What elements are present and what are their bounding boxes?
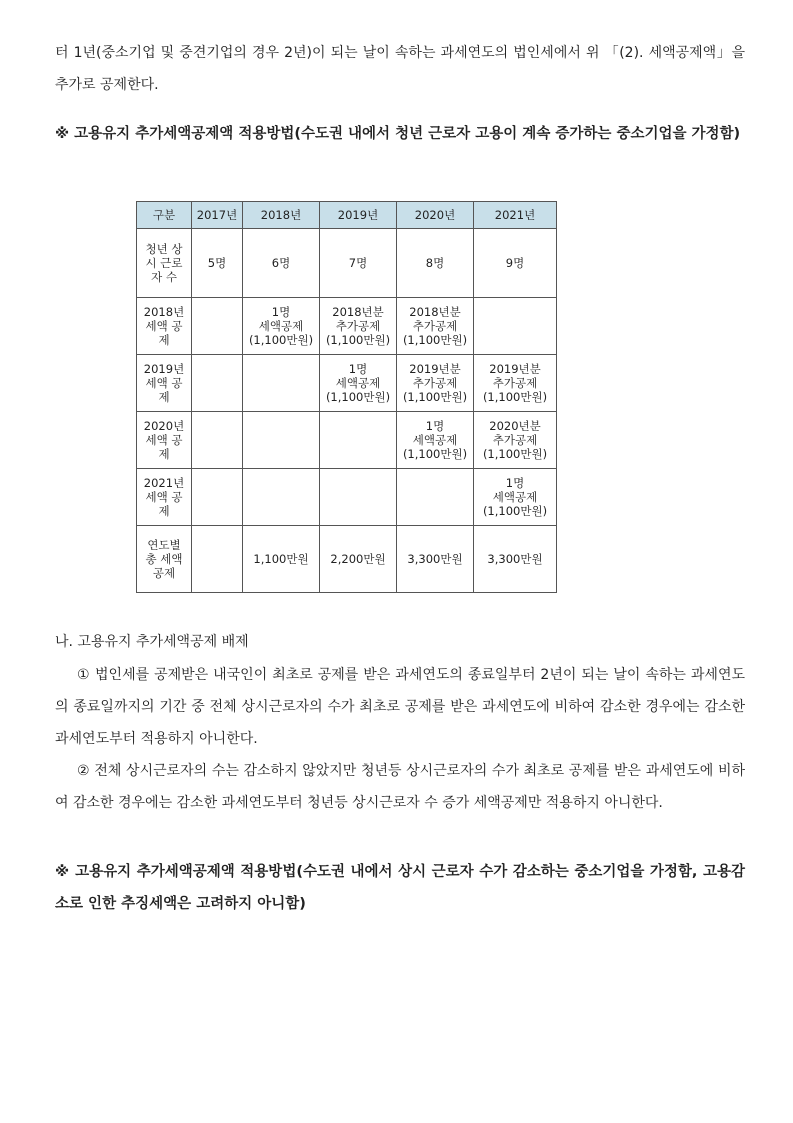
header-2020: 2020년 <box>397 202 474 229</box>
header-2018: 2018년 <box>243 202 320 229</box>
table-header-row <box>137 202 557 229</box>
table-row <box>137 469 557 526</box>
table-cell <box>243 412 320 469</box>
row-label-headcount: 청년 상시 근로자 수 <box>137 229 192 298</box>
table-cell: 6명 <box>243 229 320 298</box>
table-cell: 3,300만원 <box>474 526 557 593</box>
header-2019: 2019년 <box>320 202 397 229</box>
exclusion-list <box>55 659 745 819</box>
table-row <box>137 355 557 412</box>
table-cell <box>192 469 243 526</box>
table-cell: 2018년분 추가공제 (1,100만원) <box>397 298 474 355</box>
paragraph-top: 터 1년(중소기업 및 중견기업의 경우 2년)이 되는 날이 속하는 과세연도의 법인세에서 위 「(2). 세액공제액」을 추가로 공제한다. <box>55 45 745 93</box>
table-row <box>137 412 557 469</box>
note-heading-1: ※ 고용유지 추가세액공제액 적용방법(수도권 내에서 청년 근로자 고용이 계속 증가하는 중소기업을 가정함) <box>55 126 741 142</box>
table-cell: 1,100만원 <box>243 526 320 593</box>
table-cell <box>243 355 320 412</box>
table-cell: 2,200만원 <box>320 526 397 593</box>
table-cell <box>320 469 397 526</box>
table-cell <box>243 469 320 526</box>
row-label-2021: 2021년 세액 공제 <box>137 469 192 526</box>
table-cell: 9명 <box>474 229 557 298</box>
table-cell: 8명 <box>397 229 474 298</box>
table-cell <box>320 412 397 469</box>
table-row <box>137 229 557 298</box>
table-cell: 2018년분 추가공제 (1,100만원) <box>320 298 397 355</box>
header-category: 구분 <box>137 202 192 229</box>
table-cell: 1명 세액공제 (1,100만원) <box>320 355 397 412</box>
table-cell <box>192 412 243 469</box>
table-cell <box>397 469 474 526</box>
row-label-2018: 2018년 세액 공제 <box>137 298 192 355</box>
section-heading: 나. 고용유지 추가세액공제 배제 <box>55 634 249 650</box>
exclusion-item-2: ② 전체 상시근로자의 수는 감소하지 않았지만 청년등 상시근로자의 수가 최초로 공제를 받은 과세연도에 비하여 감소한 경우에는 감소한 과세연도부터 청년등 상시근로자 수 증가 세액공제만 적용하지 아니한다. <box>55 763 745 811</box>
table-row <box>137 298 557 355</box>
header-2017: 2017년 <box>192 202 243 229</box>
table-cell: 2020년분 추가공제 (1,100만원) <box>474 412 557 469</box>
row-label-2020: 2020년 세액 공제 <box>137 412 192 469</box>
table-cell: 2019년분 추가공제 (1,100만원) <box>397 355 474 412</box>
table-row <box>137 526 557 593</box>
table-cell: 3,300만원 <box>397 526 474 593</box>
row-label-total: 연도별 총 세액 공제 <box>137 526 192 593</box>
table-cell <box>192 526 243 593</box>
table-cell: 7명 <box>320 229 397 298</box>
table-cell <box>192 355 243 412</box>
exclusion-item-1: ① 법인세를 공제받은 내국인이 최초로 공제를 받은 과세연도의 종료일부터 2년이 되는 날이 속하는 과세연도의 종료일까지의 기간 중 전체 상시근로자의 수가 최초로 공제를 받은 과세연도에 비하여 감소한 경우에는 감소한 과세연도부터 적용하지 아니한다. <box>55 667 745 747</box>
table-cell <box>474 298 557 355</box>
header-2021: 2021년 <box>474 202 557 229</box>
table-cell: 1명 세액공제 (1,100만원) <box>474 469 557 526</box>
tax-credit-table <box>136 201 557 593</box>
row-label-2019: 2019년 세액 공제 <box>137 355 192 412</box>
table-cell: 5명 <box>192 229 243 298</box>
table-cell: 2019년분 추가공제 (1,100만원) <box>474 355 557 412</box>
note-heading-2: ※ 고용유지 추가세액공제액 적용방법(수도권 내에서 상시 근로자 수가 감소하는 중소기업을 가정함, 고용감소로 인한 추징세액은 고려하지 아니함) <box>55 864 745 912</box>
table-cell <box>192 298 243 355</box>
table-cell: 1명 세액공제 (1,100만원) <box>397 412 474 469</box>
table-cell: 1명 세액공제 (1,100만원) <box>243 298 320 355</box>
